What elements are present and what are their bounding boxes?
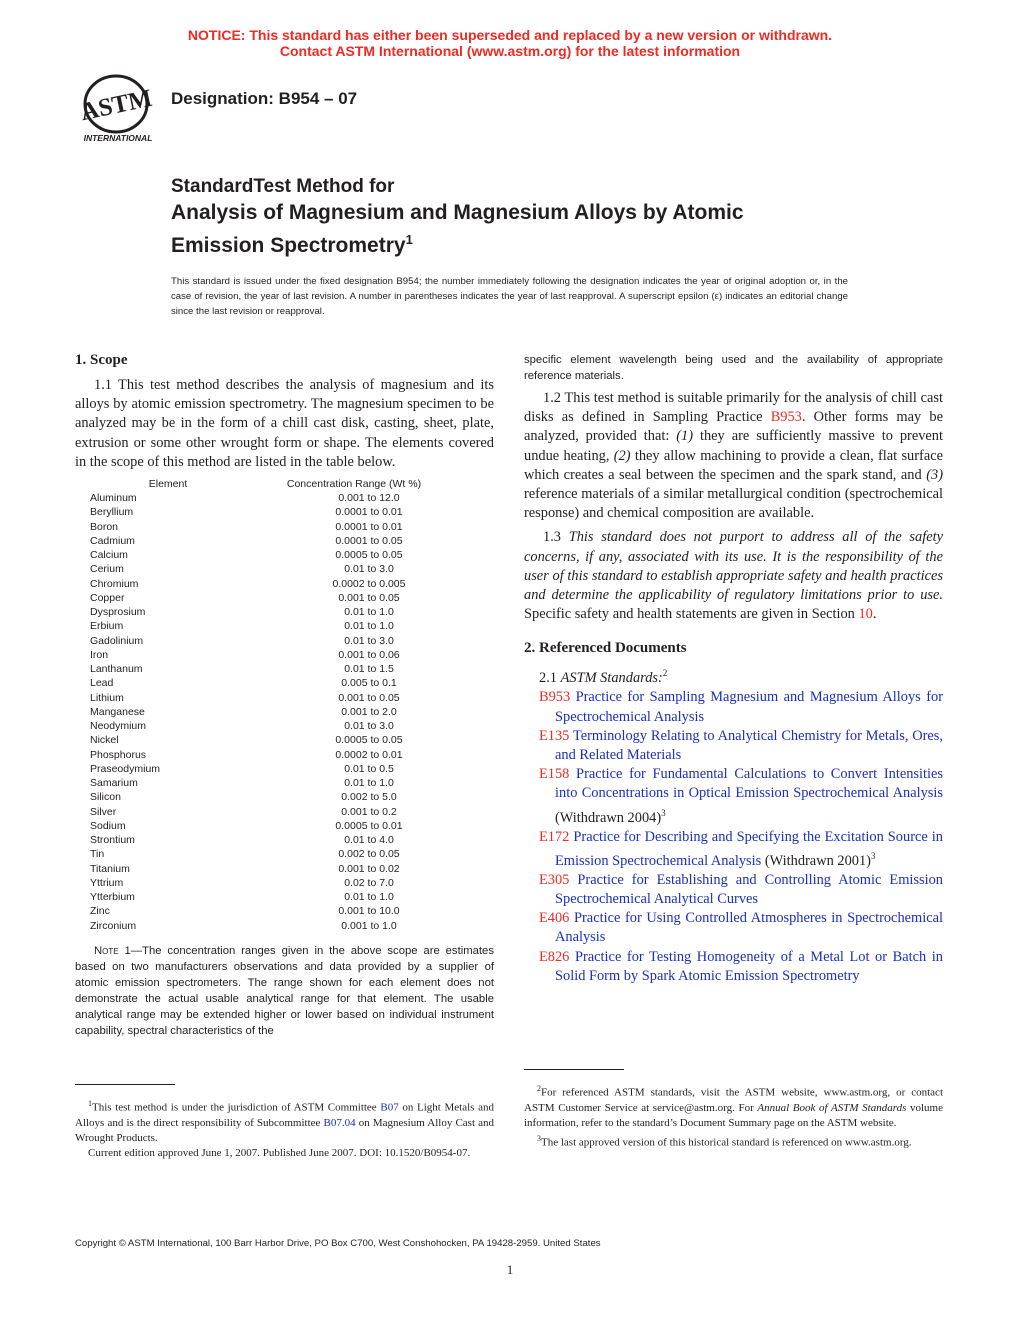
table-row <box>83 719 455 733</box>
element-name: Cadmium <box>90 534 135 547</box>
p1-2-text-b: . Other forms may be analyzed, provided that: <box>524 409 944 445</box>
element-range: 0.0005 to 0.01 <box>335 819 403 832</box>
table-row <box>83 534 455 548</box>
element-range: 0.001 to 10.0 <box>338 905 400 918</box>
table-row <box>83 776 455 790</box>
reference-code[interactable]: E406 <box>539 910 570 927</box>
reference-withdrawn-note: (Withdrawn 2001) <box>761 852 871 869</box>
footnote-1-text-c: on Magnesium Alloy Cast and Wrought Products. <box>75 1116 494 1145</box>
reference-title[interactable]: Practice for Describing and Specifying the Excitation Source in Emission Spectrochemical Analysis <box>555 828 943 869</box>
element-range: 0.01 to 3.0 <box>344 634 394 647</box>
paragraph-1-2 <box>524 389 943 523</box>
note-text: —The concentration ranges given in the above scope are estimates based on two manufacturers observations and data provided by a supplier of atomic emission spectrometers. The range shown for each element does not demonstrate the actual usable analytical range for that element. The usable analytical range may be extended higher or lower based on individual instrument capability, spectral characteristics of the <box>75 944 494 1037</box>
element-range: 0.01 to 1.5 <box>344 663 394 676</box>
table-row <box>83 662 455 676</box>
table-row <box>83 847 455 861</box>
reference-item <box>524 909 943 947</box>
p1-2-item-2: (2) <box>613 447 631 464</box>
p1-2-text-c: they are sufficiently massive to prevent undue heating, <box>524 428 943 464</box>
p2-1-number: 2.1 <box>539 670 561 687</box>
element-name: Dysprosium <box>90 606 146 619</box>
element-range: 0.0001 to 0.01 <box>335 506 403 519</box>
footnote-2-text-a: For referenced ASTM standards, visit the ASTM website, www.astm.org, or contact ASTM Customer Service at service@astm.org. For <box>524 1086 943 1114</box>
note-1 <box>75 943 494 1039</box>
element-name: Lithium <box>90 691 124 704</box>
title-line-1: StandardTest Method for <box>171 176 395 197</box>
table-row <box>83 762 455 776</box>
element-name: Copper <box>90 591 125 604</box>
copyright: Copyright © ASTM International, 100 Barr Harbor Drive, PO Box C700, West Conshohocken, PA 19428-2959. United States <box>75 1238 601 1249</box>
footnote-2-3 <box>524 1081 943 1151</box>
reference-withdrawn-note: (Withdrawn 2004) <box>555 809 662 826</box>
element-range: 0.001 to 0.05 <box>338 591 400 604</box>
element-range: 0.0002 to 0.005 <box>332 577 406 590</box>
reference-item <box>524 948 943 986</box>
table-row <box>83 819 455 833</box>
notice-line-2: Contact ASTM International (www.astm.org) for the latest information <box>279 43 741 59</box>
element-name: Tin <box>90 848 105 861</box>
footnote-2-italic: Annual Book of ASTM Standards <box>757 1101 907 1114</box>
table-row <box>83 862 455 876</box>
element-range: 0.01 to 1.0 <box>344 620 394 633</box>
page-number: 1 <box>506 1262 514 1277</box>
element-name: Aluminum <box>90 492 137 505</box>
withdrawal-notice <box>0 27 1020 59</box>
table-row <box>83 805 455 819</box>
footnote-2-text-b: volume information, refer to the standard’s Document Summary page on the ASTM website. <box>524 1101 943 1130</box>
title-line-2: Analysis of Magnesium and Magnesium Alloys by Atomic <box>171 201 744 224</box>
element-range: 0.002 to 0.05 <box>338 848 400 861</box>
astm-standards-label: ASTM Standards: <box>560 670 663 687</box>
column-header-range: Concentration Range (Wt %) <box>286 477 422 490</box>
reference-item <box>524 828 943 871</box>
element-name: Sodium <box>90 819 126 832</box>
note-1-continued: specific element wavelength being used and the availability of appropriate reference materials. <box>524 354 943 382</box>
p1-3-text: Specific safety and health statements are given in Section <box>524 606 859 623</box>
element-range: 0.001 to 0.2 <box>341 805 397 818</box>
element-name: Praseodymium <box>90 762 161 775</box>
element-range: 0.01 to 1.0 <box>344 777 394 790</box>
table-header-row <box>83 476 455 491</box>
logo-text: ASTM <box>78 84 155 127</box>
reference-code[interactable]: E158 <box>539 766 570 783</box>
table-row <box>83 548 455 562</box>
p1-3-safety-text: This standard does not purport to address all of the safety concerns, if any, associated with its use. It is the responsibility of the user of this standard to establish appropriate safety and health practices and determine the applicability of regulatory limitations prior to use. <box>524 529 943 604</box>
table-row <box>83 904 455 918</box>
table-row <box>83 591 455 605</box>
reference-title[interactable]: Practice for Establishing and Controlling Atomic Emission Spectrochemical Analytical Curves <box>555 871 943 908</box>
link-section-10[interactable]: 10 <box>858 606 873 623</box>
element-range: 0.02 to 7.0 <box>344 876 394 889</box>
left-column <box>75 350 494 1039</box>
element-range: 0.01 to 4.0 <box>344 834 394 847</box>
designation: Designation: B954 – 07 <box>171 89 358 108</box>
referenced-documents-list <box>524 688 943 986</box>
p1-3-end: . <box>872 606 877 623</box>
table-row <box>83 619 455 633</box>
p1-2-item-1: (1) <box>676 428 694 445</box>
reference-title[interactable]: Terminology Relating to Analytical Chemistry for Metals, Ores, and Related Materials <box>555 727 943 764</box>
element-name: Boron <box>90 520 119 533</box>
issue-statement: This standard is issued under the fixed designation B954; the number immediately following the designation indicates the year of original adoption or, in the case of revision, the year of last revision. A number in parentheses indicates the year of last reapproval. A superscript epsilon (ε) indicates an editorial change since the last revision or reapproval. <box>171 276 848 317</box>
element-name: Calcium <box>90 549 128 562</box>
element-name: Silicon <box>90 791 121 804</box>
element-range: 0.002 to 5.0 <box>341 791 397 804</box>
table-row <box>83 491 455 505</box>
footnote-3-text: The last approved version of this historical standard is referenced on www.astm.org. <box>541 1136 912 1149</box>
p1-3-number: 1.3 <box>543 529 569 546</box>
element-range: 0.001 to 0.05 <box>338 691 400 704</box>
element-range: 0.0001 to 0.01 <box>335 520 403 533</box>
table-row <box>83 577 455 591</box>
footnote-3-mark: 3 <box>537 1134 541 1144</box>
table-row <box>83 676 455 690</box>
notice-line-1: NOTICE: This standard has either been superseded and replaced by a new version or withdrawn. <box>187 27 833 43</box>
column-header-element: Element <box>148 477 188 490</box>
astm-logo <box>76 74 160 146</box>
reference-footnote-mark: 3 <box>661 807 666 818</box>
element-range: 0.01 to 3.0 <box>344 563 394 576</box>
footnote-rule-right <box>524 1069 624 1070</box>
title-footnote-mark: 1 <box>405 232 413 247</box>
table-row <box>83 691 455 705</box>
element-name: Lead <box>90 677 114 690</box>
element-name: Nickel <box>90 734 119 747</box>
element-range: 0.001 to 0.06 <box>338 648 400 661</box>
table-row <box>83 833 455 847</box>
p1-2-text-d: they allow machining to provide a clean, flat surface which creates a seal between the specimen and the spark stand, and <box>524 447 943 483</box>
element-range: 0.01 to 1.0 <box>344 606 394 619</box>
element-range: 0.0001 to 0.05 <box>335 534 403 547</box>
element-range: 0.01 to 3.0 <box>344 720 394 733</box>
element-range: 0.005 to 0.1 <box>341 677 397 690</box>
reference-title[interactable]: Practice for Using Controlled Atmospheres in Spectrochemical Analysis <box>555 910 943 946</box>
footnote-2-mark: 2 <box>537 1084 541 1093</box>
reference-item <box>524 727 943 765</box>
footnote-1-text-b: on Light Metals and Alloys and is the direct responsibility of Subcommittee <box>75 1101 494 1129</box>
footnote-1-mark: 1 <box>88 1099 92 1108</box>
element-name: Silver <box>90 805 117 818</box>
reference-item <box>524 688 943 726</box>
reference-item <box>524 871 943 909</box>
reference-title[interactable]: Practice for Fundamental Calculations to Convert Intensities into Concentrations in Optical Emission Spectrochemical Analysis <box>555 766 943 802</box>
reference-code[interactable]: E826 <box>539 948 570 965</box>
element-name: Iron <box>90 648 109 661</box>
table-row <box>83 876 455 890</box>
element-name: Samarium <box>90 777 138 790</box>
table-row <box>83 634 455 648</box>
element-name: Ytterbium <box>90 891 135 904</box>
element-range: 0.0002 to 0.01 <box>335 748 403 761</box>
table-row <box>83 748 455 762</box>
astm-standards-footnote-mark: 2 <box>662 668 668 679</box>
element-range: 0.01 to 1.0 <box>344 891 394 904</box>
link-b953[interactable]: B953 <box>770 409 802 426</box>
paragraph-1-1: 1.1 This test method describes the analysis of magnesium and its alloys by atomic emission spectrometry. The magnesium specimen to be analyzed may be in the form of a chill cast disk, casting, sheet, plate, extrusion or some other wrought form or shape. The elements covered in the scope of this method are listed in the table below. <box>75 377 494 470</box>
note-label: Note 1 <box>94 944 131 957</box>
table-row <box>83 919 455 933</box>
reference-code[interactable]: E305 <box>539 871 570 888</box>
table-row <box>83 562 455 576</box>
reference-item <box>524 765 943 827</box>
element-range: 0.0005 to 0.05 <box>335 734 403 747</box>
element-range-table <box>83 476 455 933</box>
table-row <box>83 505 455 519</box>
element-range: 0.0005 to 0.05 <box>335 549 403 562</box>
element-name: Zinc <box>90 905 110 918</box>
element-table-body <box>83 491 455 933</box>
table-row <box>83 648 455 662</box>
element-name: Manganese <box>90 705 145 718</box>
element-name: Gadolinium <box>90 634 144 647</box>
link-b07[interactable]: B07 <box>380 1101 399 1114</box>
paragraph-2-1 <box>524 664 943 688</box>
element-range: 0.001 to 2.0 <box>341 705 397 718</box>
reference-footnote-mark: 3 <box>870 850 876 861</box>
footnote-1 <box>75 1096 494 1161</box>
reference-title[interactable]: Practice for Testing Homogeneity of a Metal Lot or Batch in Solid Form by Spark Atomic Emission Spectrometry <box>555 948 943 984</box>
section-1-heading: 1. Scope <box>75 352 128 368</box>
reference-code[interactable]: E135 <box>539 727 570 744</box>
table-row <box>83 605 455 619</box>
element-range: 0.01 to 0.5 <box>344 762 394 775</box>
footnote-1-edition: Current edition approved June 1, 2007. Published June 2007. DOI: 10.1520/B0954-07. <box>88 1147 471 1160</box>
table-row <box>83 790 455 804</box>
element-name: Phosphorus <box>90 748 147 761</box>
table-row <box>83 890 455 904</box>
element-name: Zirconium <box>90 919 137 932</box>
element-range: 0.001 to 0.02 <box>338 862 400 875</box>
footnote-rule-left <box>75 1084 175 1085</box>
paragraph-1-3 <box>524 528 943 624</box>
element-name: Lanthanum <box>90 663 143 676</box>
element-name: Strontium <box>90 834 135 847</box>
reference-title[interactable]: Practice for Sampling Magnesium and Magnesium Alloys for Spectrochemical Analysis <box>555 689 943 725</box>
element-name: Chromium <box>90 577 139 590</box>
p1-2-item-3: (3) <box>926 466 943 483</box>
table-row <box>83 705 455 719</box>
right-column <box>524 350 943 986</box>
element-range: 0.001 to 1.0 <box>341 919 397 932</box>
title-line-3 <box>171 226 891 259</box>
link-b07-04[interactable]: B07.04 <box>323 1116 356 1129</box>
element-name: Titanium <box>90 862 130 875</box>
reference-code[interactable]: E172 <box>539 828 570 845</box>
p1-2-text-a: 1.2 This test method is suitable primarily for the analysis of chill cast disks as defined in Sampling Practice <box>524 390 943 426</box>
footnote-1-text-a: This test method is under the jurisdiction of ASTM Committee <box>92 1101 381 1114</box>
element-name: Erbium <box>90 620 124 633</box>
table-row <box>83 520 455 534</box>
element-name: Yttrium <box>90 876 124 889</box>
element-name: Beryllium <box>90 506 134 519</box>
reference-code[interactable]: B953 <box>539 689 571 706</box>
section-2-heading: 2. Referenced Documents <box>524 640 687 657</box>
logo-subtext: INTERNATIONAL <box>83 133 153 143</box>
title-line-3-text: Emission Spectrometry <box>171 234 406 257</box>
element-name: Neodymium <box>90 720 147 733</box>
table-row <box>83 733 455 747</box>
element-name: Cerium <box>90 563 124 576</box>
element-range: 0.001 to 12.0 <box>338 492 400 505</box>
document-title <box>171 175 891 259</box>
p1-2-text-e: reference materials of a similar metallurgical condition (spectrochemical response) and chemical composition are available. <box>524 486 943 522</box>
